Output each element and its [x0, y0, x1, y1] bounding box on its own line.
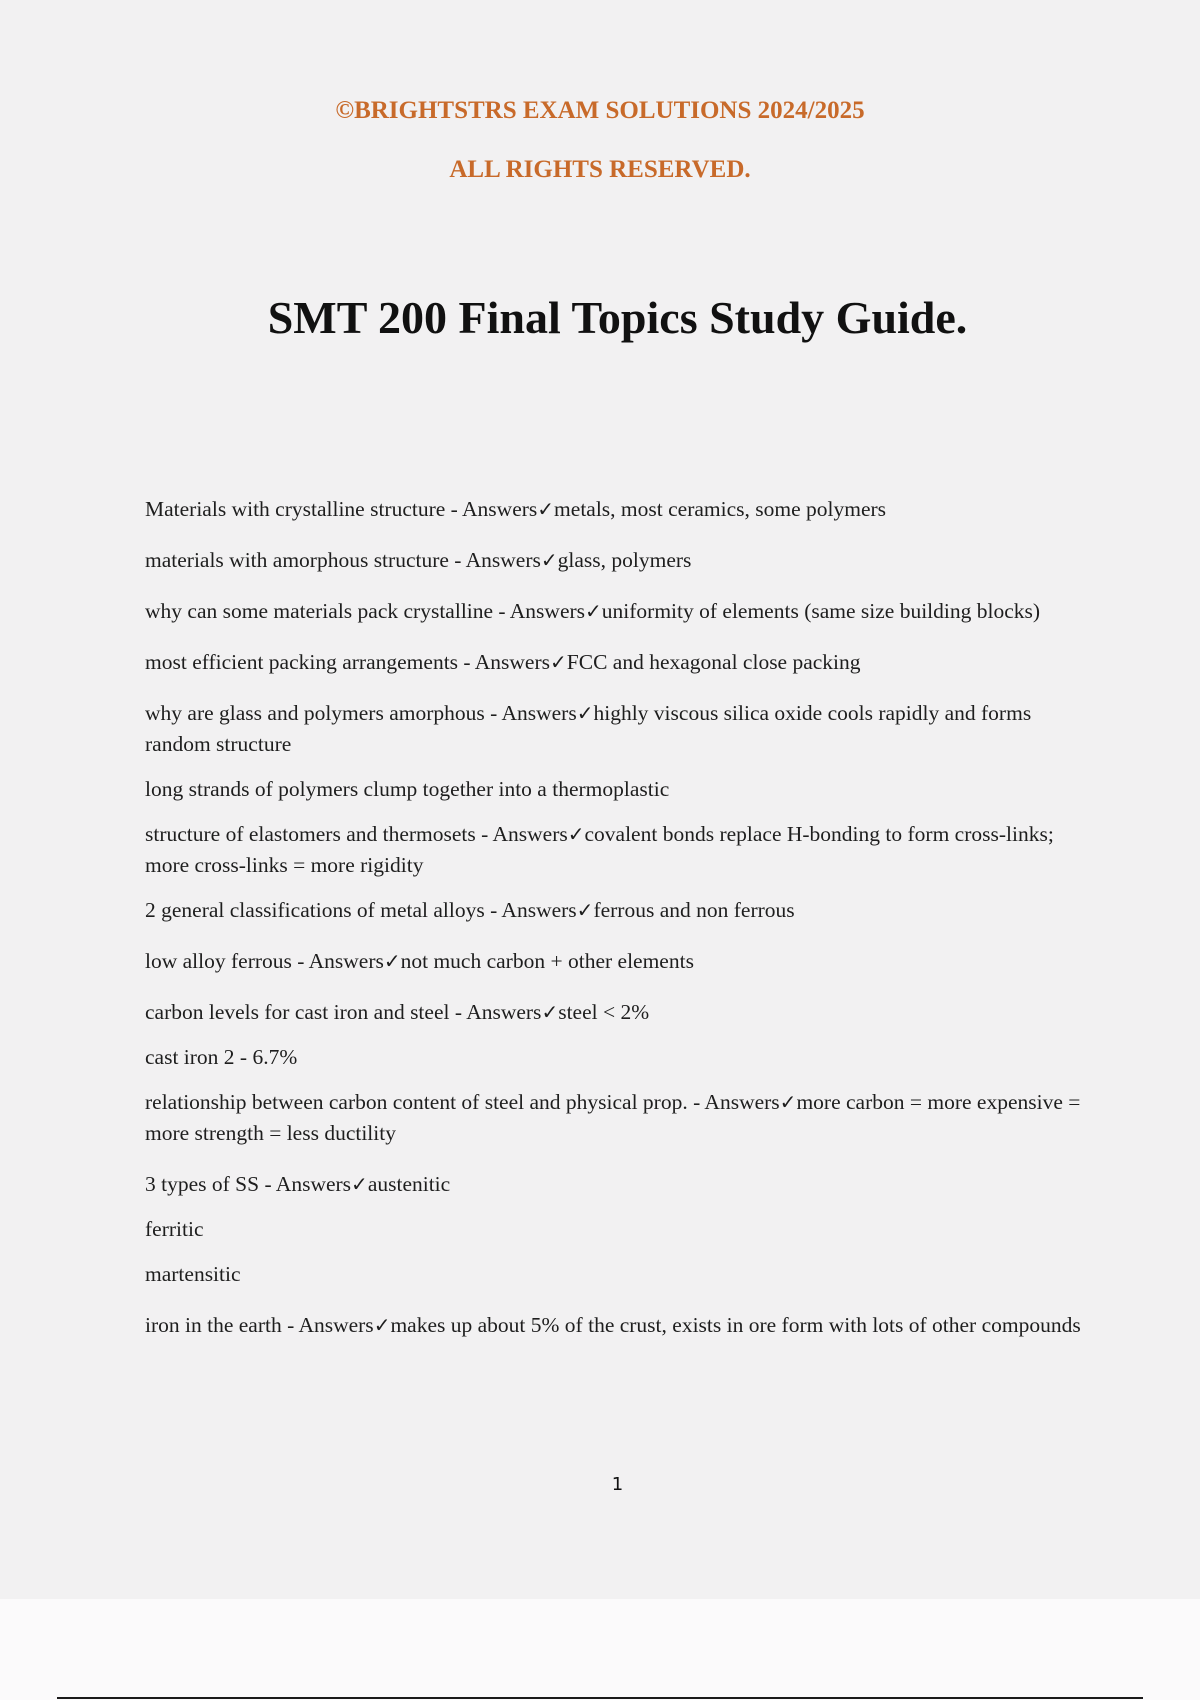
- check-icon: ✓: [567, 822, 585, 846]
- answer-continuation: long strands of polymers clump together into a thermoplastic: [145, 777, 670, 801]
- answer-continuation: cast iron 2 - 6.7%: [145, 1045, 298, 1069]
- qa-item: [145, 946, 1090, 977]
- question-text: carbon levels for cast iron and steel - Answers: [145, 1000, 542, 1024]
- answer-text: steel < 2%: [558, 1000, 650, 1024]
- check-icon: ✓: [576, 898, 594, 922]
- answer-text: uniformity of elements (same size building blocks): [601, 599, 1041, 623]
- copyright-header: ©BRIGHTSTRS EXAM SOLUTIONS 2024/2025: [335, 97, 865, 124]
- question-text: materials with amorphous structure - Answers: [145, 548, 541, 572]
- answer-text: ferrous and non ferrous: [593, 898, 795, 922]
- rights-reserved-header: ALL RIGHTS RESERVED.: [449, 156, 751, 183]
- check-icon: ✓: [537, 497, 555, 521]
- answer-text: austenitic: [367, 1172, 451, 1196]
- answer-text: highly viscous silica oxide cools rapidly and forms random structure: [145, 701, 1032, 756]
- check-icon: ✓: [383, 949, 401, 973]
- qa-item: [145, 1169, 1090, 1200]
- question-text: why are glass and polymers amorphous - Answers: [145, 701, 577, 725]
- answer-text: glass, polymers: [557, 548, 692, 572]
- qa-item: [145, 596, 1090, 627]
- question-text: most efficient packing arrangements - Answers: [145, 650, 550, 674]
- answer-text: makes up about 5% of the crust, exists in ore form with lots of other compounds: [390, 1313, 1081, 1337]
- answer-text: FCC and hexagonal close packing: [566, 650, 861, 674]
- answer-continuation: ferritic: [145, 1217, 204, 1241]
- question-text: low alloy ferrous - Answers: [145, 949, 384, 973]
- question-text: iron in the earth - Answers: [145, 1313, 374, 1337]
- qa-item: [145, 494, 1090, 525]
- question-text: 3 types of SS - Answers: [145, 1172, 352, 1196]
- check-icon: ✓: [351, 1172, 368, 1196]
- qa-item: [145, 997, 1090, 1028]
- qa-item: [145, 698, 1090, 760]
- question-text: Materials with crystalline structure - Answers: [145, 497, 538, 521]
- question-text: relationship between carbon content of steel and physical prop. - Answers: [145, 1090, 780, 1114]
- document-title: SMT 200 Final Topics Study Guide.: [267, 292, 968, 343]
- study-guide-content: [145, 494, 1090, 1341]
- check-icon: ✓: [550, 650, 567, 674]
- question-text: why can some materials pack crystalline - Answers: [145, 599, 586, 623]
- answer-text: covalent bonds replace H-bonding to form cross-links; more cross-links = more rigidity: [145, 822, 1054, 877]
- check-icon: ✓: [541, 1000, 559, 1024]
- qa-item: [145, 895, 1090, 926]
- answer-text: metals, most ceramics, some polymers: [554, 497, 887, 521]
- qa-item: [145, 1087, 1090, 1149]
- page-number: 1: [611, 1474, 624, 1495]
- check-icon: ✓: [576, 701, 594, 725]
- qa-item: [145, 647, 1090, 678]
- check-icon: ✓: [585, 599, 602, 623]
- check-icon: ✓: [540, 548, 558, 572]
- answer-continuation: martensitic: [145, 1262, 241, 1286]
- next-page-divider: [57, 1697, 1143, 1699]
- qa-item: [145, 1310, 1090, 1341]
- check-icon: ✓: [373, 1313, 391, 1337]
- question-text: 2 general classifications of metal alloys - Answers: [145, 898, 577, 922]
- qa-item: [145, 819, 1090, 881]
- answer-text: not much carbon + other elements: [400, 949, 694, 973]
- check-icon: ✓: [779, 1090, 797, 1114]
- answer-text: more carbon = more expensive = more strength = less ductility: [145, 1090, 1081, 1145]
- qa-item: [145, 545, 1090, 576]
- question-text: structure of elastomers and thermosets - Answers: [145, 822, 568, 846]
